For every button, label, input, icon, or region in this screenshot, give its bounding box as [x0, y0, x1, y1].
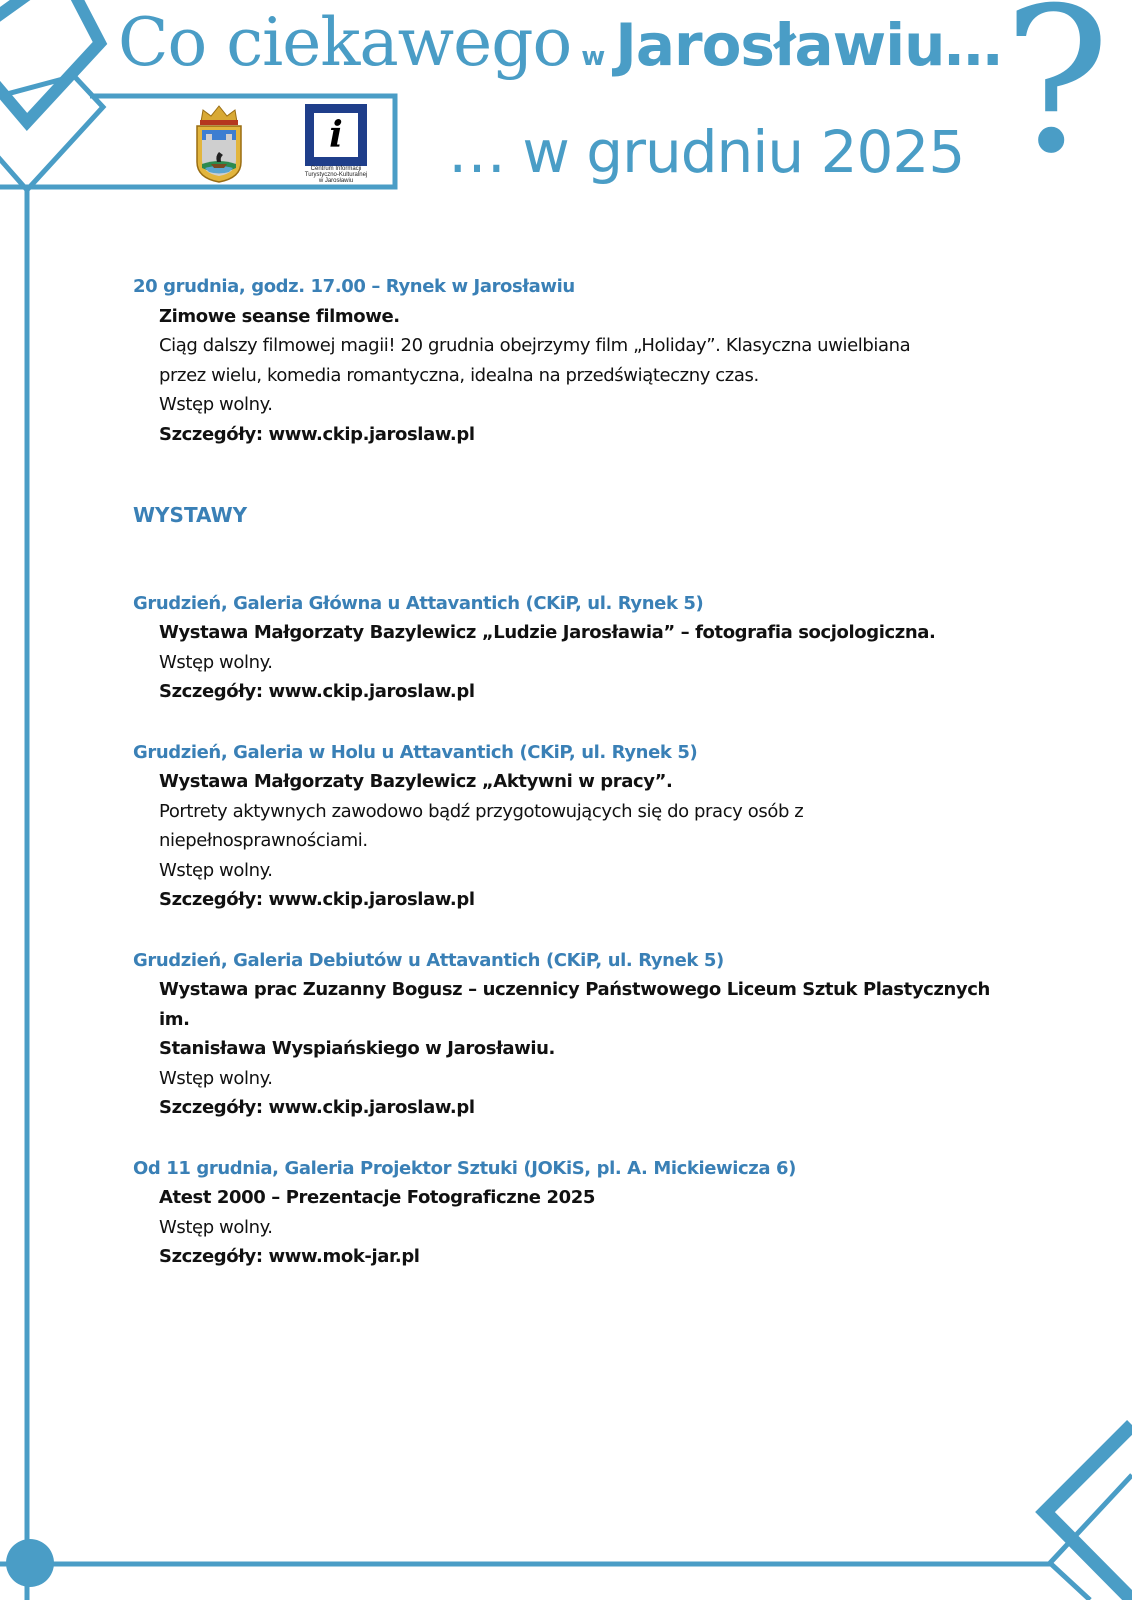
exhibition-item	[133, 946, 1013, 1123]
event-heading: Grudzień, Galeria w Holu u Attavantich (CKiP, ul. Rynek 5)	[133, 741, 698, 763]
event-details-link[interactable]: Szczegóły: www.ckip.jaroslaw.pl	[159, 423, 475, 445]
thin-diamond-icon	[0, 76, 103, 190]
section-title-exhibitions: WYSTAWY	[133, 503, 248, 527]
event-description: przez wielu, komedia romantyczna, idealna na przedświąteczny czas.	[159, 364, 759, 386]
event-title: Wystawa prac Zuzanny Bogusz – uczennicy Państwowego Liceum Sztuk Plastycznych im.	[159, 979, 990, 1030]
crown-icon	[200, 106, 238, 125]
info-icon	[305, 104, 367, 166]
info-caption-line: Turystyczno-Kulturalnej	[304, 172, 368, 178]
event-details-link[interactable]: Szczegóły: www.ckip.jaroslaw.pl	[159, 889, 475, 910]
event-description: Ciąg dalszy filmowej magii! 20 grudnia obejrzymy film „Holiday”. Klasyczna uwielbiana	[159, 335, 911, 356]
event-title: Wystawa Małgorzaty Bazylewicz „Aktywni w pracy”.	[159, 771, 673, 792]
event-details-link[interactable]: Szczegóły: www.mok-jar.pl	[159, 1246, 420, 1267]
event-title: Wystawa Małgorzaty Bazylewicz „Ludzie Jarosławia” – fotografia socjologiczna.	[159, 622, 936, 643]
corner-dot-icon	[6, 1539, 54, 1587]
thick-chevron-icon	[1045, 1425, 1132, 1600]
event-description: niepełnosprawnościami.	[159, 830, 368, 851]
event-title: Zimowe seanse filmowe.	[159, 305, 400, 327]
thick-diamond-icon	[0, 0, 100, 122]
event-admission: Wstęp wolny.	[159, 859, 273, 881]
info-caption	[301, 166, 371, 184]
event-admission: Wstęp wolny.	[159, 394, 273, 415]
info-letter: i	[314, 113, 358, 157]
exhibition-item	[133, 1154, 1013, 1272]
event-heading: Grudzień, Galeria Debiutów u Attavantich (CKiP, ul. Rynek 5)	[133, 949, 724, 971]
title-part-3: Jarosławiu…	[615, 11, 1002, 79]
page-title	[118, 4, 1001, 81]
thin-chevron-icon	[1050, 1475, 1132, 1600]
event-title: Atest 2000 – Prezentacje Fotograficzne 2025	[159, 1187, 595, 1208]
event-admission: Wstęp wolny.	[159, 1067, 273, 1089]
event-heading: 20 grudnia, godz. 17.00 – Rynek w Jarosławiu	[133, 276, 575, 297]
film-event	[133, 272, 1013, 449]
event-description: Portrety aktywnych zawodowo bądź przygotowujących się do pracy osób z	[159, 800, 804, 822]
event-admission: Wstęp wolny.	[159, 651, 273, 673]
coat-of-arms-logo	[189, 100, 249, 184]
event-details-link[interactable]: Szczegóły: www.ckip.jaroslaw.pl	[159, 1097, 475, 1118]
event-heading: Od 11 grudnia, Galeria Projektor Sztuki (JOKiS, pl. A. Mickiewicza 6)	[133, 1157, 796, 1179]
event-heading: Grudzień, Galeria Główna u Attavantich (CKiP, ul. Rynek 5)	[133, 592, 704, 614]
page-subtitle: … w grudniu 2025	[448, 118, 965, 186]
event-list	[133, 272, 1013, 1303]
event-details-link[interactable]: Szczegóły: www.ckip.jaroslaw.pl	[159, 681, 475, 702]
question-mark-icon: ?	[1003, 0, 1111, 198]
info-caption-line: Centrum Informacji	[310, 166, 362, 172]
title-part-1: Co ciekawego	[118, 4, 572, 81]
exhibition-item	[133, 738, 1013, 915]
event-title: Stanisława Wyspiańskiego w Jarosławiu.	[159, 1038, 555, 1059]
exhibition-item	[133, 589, 1013, 707]
event-admission: Wstęp wolny.	[159, 1216, 273, 1238]
info-caption-line: w Jarosławiu	[318, 178, 354, 184]
tourist-info-logo	[305, 104, 367, 182]
title-part-2: w	[581, 42, 606, 72]
